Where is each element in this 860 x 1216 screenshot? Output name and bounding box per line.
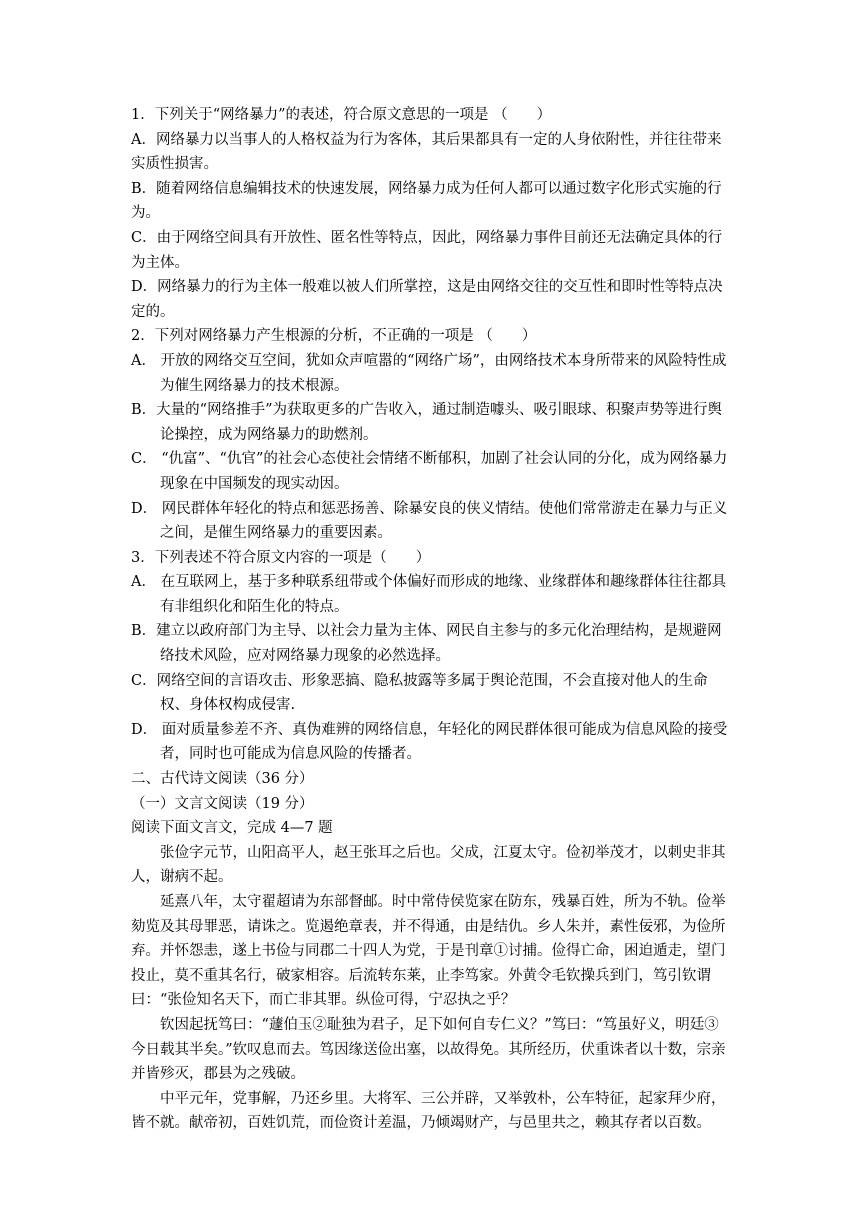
question-2-option-d: D． 网民群体年轻化的特点和惩恶扬善、除暴安良的侠义情结。使他们常常游走在暴力与正义之间，是催生网络暴力的重要因素。 xyxy=(131,500,728,542)
document-body xyxy=(131,103,731,1136)
question-3-option-a: A． 在互联网上，基于多种联系纽带或个体偏好而形成的地缘、业缘群体和趣缘群体往往都具有非组织化和陌生化的特点。 xyxy=(131,574,727,615)
question-2-option-c: C． “仇富”、“仇官”的社会心态使社会情绪不断郁积，加剧了社会认同的分化，成为网络暴力现象在中国频发的现实动因。 xyxy=(131,451,728,492)
question-1-option-a: A．网络暴力以当事人的人格权益为行为客体，其后果都具有一定的人身依附性，并往往带来实质性损害。 xyxy=(131,131,722,173)
reading-instruction: 阅读下面文言文，完成 4—7 题 xyxy=(131,820,333,837)
question-2-option-b: B．大量的“网络推手”为获取更多的广告收入，通过制造噱头、吸引眼球、积聚声势等进行舆论操控，成为网络暴力的助燃剂。 xyxy=(131,402,722,443)
question-3-option-b: B．建立以政府部门为主导、以社会力量为主体、网民自主参与的多元化治理结构，是规避网络技术风险，应对网络暴力现象的必然选择。 xyxy=(131,623,722,665)
passage-paragraph-2: 延熹八年，太守翟超请为东部督邮。时中常侍侯览家在防东，残暴百姓，所为不轨。俭举劾览及其母罪恶，请诛之。览遏绝章表，并不得通，由是结仇。乡人朱并，素性佞邪，为俭所弃。并怀怨恚，遂上书俭与同郡二十四人为党，于是刊章①讨捕。俭得亡命，困迫遁走，望门投止，莫不重其名行，破家相容。后流转东莱，止李笃家。外黄令毛钦操兵到门，笃引钦谓曰：“张俭知名天下，而亡非其罪。纵俭可得，宁忍执之乎？ xyxy=(131,894,726,1009)
passage-paragraph-1: 张俭字元节，山阳高平人，赵王张耳之后也。父成，江夏太守。俭初举茂才，以刺史非其人，谢病不起。 xyxy=(131,844,726,886)
question-3-option-d: D． 面对质量参差不齐、真伪难辨的网络信息，年轻化的网民群体很可能成为信息风险的接受者，同时也可能成为信息风险的传播者。 xyxy=(131,721,728,763)
question-2-option-a: A． 开放的网络交互空间，犹如众声喧嚣的“网络广场”，由网络技术本身所带来的风险特性成为催生网络暴力的技术根源。 xyxy=(131,352,727,394)
question-1-option-c: C．由于网络空间具有开放性、匿名性等特点，因此，网络暴力事件目前还无法确定具体的行为主体。 xyxy=(131,229,723,271)
question-2-stem: 2．下列对网络暴力产生根源的分析，不正确的一项是 （ ） xyxy=(131,328,537,345)
section-subtitle: （一）文言文阅读（19 分） xyxy=(131,795,314,812)
question-1-stem: 1．下列关于“网络暴力”的表述，符合原文意思的一项是 （ ） xyxy=(131,107,552,123)
section-title: 二、古代诗文阅读（36 分） xyxy=(131,771,314,788)
passage-paragraph-3: 钦因起抚笃曰：“蘧伯玉②耻独为君子，足下如何自专仁义？”笃曰：“笃虽好义，明廷③今日载其半矣。”钦叹息而去。笃因缘送俭出塞，以故得免。其所经历，伏重诛者以十数，宗亲并皆殄灭，郡县为之残破。 xyxy=(131,1016,726,1083)
question-1-option-d: D．网络暴力的行为主体一般难以被人们所掌控，这是由网络交往的交互性和即时性等特点决定的。 xyxy=(131,279,723,320)
question-1-option-b: B．随着网络信息编辑技术的快速发展，网络暴力成为任何人都可以通过数字化形式实施的行为。 xyxy=(131,180,722,222)
question-3-stem: 3．下列表述不符合原文内容的一项是（ ） xyxy=(131,549,431,566)
question-3-option-c: C．网络空间的言语攻击、形象恶搞、隐私披露等多属于舆论范围，不会直接对他人的生命权、身体权构成侵害. xyxy=(131,672,708,714)
passage-paragraph-4: 中平元年，党事解，乃还乡里。大将军、三公并辟，又举敦朴，公车特征，起家拜少府，皆不就。献帝初，百姓饥荒，而俭资计差温，乃倾竭财产，与邑里共之，赖其存者以百数。 xyxy=(131,1090,726,1132)
